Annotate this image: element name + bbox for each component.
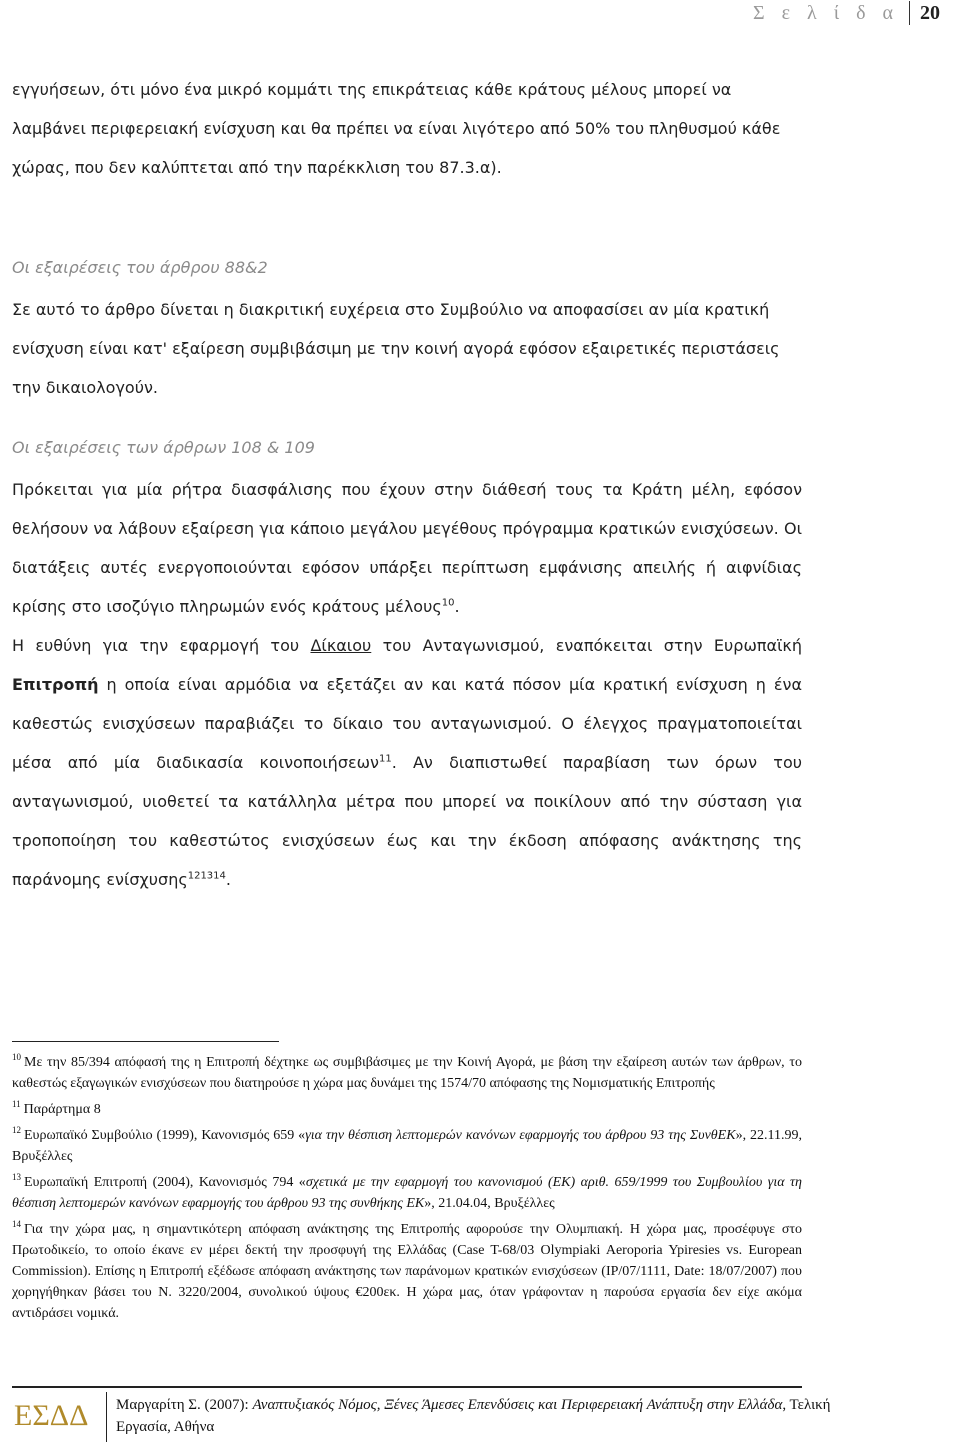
footnote-text: Ευρωπαϊκή Επιτροπή (2004), Κανονισμός 794 « [24,1175,306,1190]
paragraph-2: Σε αυτό το άρθρο δίνεται η διακριτική ευχέρεια στο Συμβούλιο να αποφασίσει αν μία κρατική ενίσχυση είναι κατ' εξαίρεση συμβιβάσιμη με την κοινή αγορά εφόσον εξαιρετικές περιστάσεις την δικαιολογούν. [12,300,780,397]
page-label: Σ ε λ ί δ α [752,1,899,24]
footnote-ref-10[interactable]: 10 [441,597,455,609]
footer-logo: ΕΣΔΔ [14,1399,89,1432]
footnote-italic: για την θέσπιση λεπτομερών κανόνων εφαρμογής του άρθρου 93 της ΣυνθΕΚ [305,1128,736,1143]
footer-author: Μαργαρίτη Σ. (2007): [116,1397,253,1413]
paragraph-4-text-a: Η ευθύνη για την εφαρμογή του [12,636,311,655]
footer-divider [106,1392,107,1442]
paragraph-4-text-b: του Ανταγωνισμού, εναπόκειται στην Ευρωπαϊκή [371,636,803,655]
footnote-text: Με την 85/394 απόφασή της η Επιτροπή δέχτηκε ως συμβιβάσιμες με την Κοινή Αγορά, με βάση την εξαίρεση αυτών των άρθρων, το καθεστώς εξαγωγικών ενισχύσεων που διατηρούσε η χώρα μας δυνάμει της 1574/70 απόφασης της Νομισματικής Επιτροπής [12,1055,802,1091]
footnote-10 [12,1047,802,1094]
paragraph-article-108 [12,470,802,899]
footnote-13 [12,1167,802,1214]
footnote-text: Για την χώρα μας, η σημαντικότερη απόφαση ανάκτησης της Επιτροπής αφορούσε την Ολυμπιακή. Η χώρα μας, προσέφυγε στο Πρωτοδικείο, το οποίο έκανε εν μέρει δεκτή την προσφυγή της Ελλάδας (Case T-68/03 Olympiaki Aeroporia Ypiresies vs. European Commission). Επίσης η Επιτροπή εξέδωσε απόφαση ανάκτησης των παράνομων κρατικών ενισχύσεων (IP/07/1111, Date: 18/07/2007) που χορηγήθηκαν βάσει του Ν. 3220/2004, συνολικού ύψους €200εκ. Η χώρα μας, όταν γράφονταν η παρούσα εργασία δεν είχε ακόμα αντιδράσει νομικά. [12,1222,802,1321]
footnotes [12,1047,802,1324]
paragraph-4 [12,626,802,899]
footnote-text-end: », 22.11.99, Βρυξέλλες [12,1128,802,1164]
paragraph-4-end: . [225,870,231,889]
paragraph-4-bold: Επιτροπή [12,675,99,694]
footnote-ref-12-13-14[interactable]: 121314 [187,870,226,882]
page-header [753,0,940,26]
footnote-number: 11 [12,1099,21,1109]
paragraph-continuation [12,70,802,187]
footnote-12 [12,1120,802,1167]
paragraph-article-88 [12,290,802,407]
footnote-11 [12,1094,802,1120]
paragraph-3-end: . [454,597,460,616]
paragraph-4-text-d: . Αν διαπιστωθεί παραβίαση των όρων του ανταγωνισμού, υιοθετεί τα κατάλληλα μέτρα που μπορεί να ποικίλουν από την σύσταση για τροποποίηση του καθεστώτος ενισχύσεων έως και την έκδοση απόφασης ανάκτησης της παράνομης ενίσχυσης [12,753,802,889]
page-number: 20 [920,1,940,24]
footer-details: , Τελική Εργασία, Αθήνα [116,1397,831,1435]
paragraph-3-text: Πρόκειται για μία ρήτρα διασφάλισης που έχουν στην διάθεσή τους τα Κράτη μέλη, εφόσον θελήσουν να λάβουν εξαίρεση για κάποιο μεγάλου μεγέθους πρόγραμμα κρατικών ενισχύσεων. Οι διατάξεις αυτές ενεργοποιούνται εφόσον υπάρξει περίπτωση εμφάνισης απειλής ή αιφνίδιας κρίσης στο ισοζύγιο πληρωμών ενός κράτους μέλους [12,480,802,616]
footnote-ref-11[interactable]: 11 [378,753,392,765]
paragraph-4-text-c: η οποία είναι αρμόδια να εξετάζει αν και κατά πόσον μία κρατική ενίσχυση η ένα καθεστώς ενισχύσεων παραβιάζει το δίκαιο του ανταγωνισμού. Ο έλεγχος πραγματοποιείται μέσα από μία διαδικασία κοινοποιήσεων [12,675,802,772]
footnote-text-end: », 21.04.04, Βρυξέλλες [424,1196,555,1211]
footnote-italic: σχετικά με την εφαρμογή του κανονισμού (ΕΚ) αριθ. 659/1999 του Συμβουλίου για τη θέσπιση λεπτομερών κανόνων εφαρμογής του άρθρου 93 της συνθήκης ΕΚ [12,1175,802,1211]
footer-rule [12,1386,802,1388]
footnote-number: 14 [12,1219,21,1229]
footnote-number: 12 [12,1125,21,1135]
paragraph-1: εγγυήσεων, ότι μόνο ένα μικρό κομμάτι της επικράτειας κάθε κράτους μέλους μπορεί να λαμβάνει περιφερειακή ενίσχυση και θα πρέπει να είναι λιγότερο από 50% του πληθυσμού κάθε χώρας, που δεν καλύπτεται από την παρέκκλιση του 87.3.α). [12,80,781,177]
footnote-14 [12,1214,802,1324]
section-heading-88: Οι εξαιρέσεις του άρθρου 88&2 [12,258,268,277]
footnote-text: Παράρτημα 8 [23,1102,101,1117]
footnote-number: 10 [12,1052,21,1062]
section-heading-108-109: Οι εξαιρέσεις των άρθρων 108 & 109 [12,438,315,457]
paragraph-4-underlined: Δίκαιου [310,636,372,655]
footnote-text: Ευρωπαϊκό Συμβούλιο (1999), Κανονισμός 659 « [24,1128,306,1143]
header-divider [909,1,910,25]
paragraph-3 [12,470,802,626]
footer-citation [116,1394,836,1438]
footer-title: Αναπτυξιακός Νόμος, Ξένες Άμεσες Επενδύσεις και Περιφερειακή Ανάπτυξη στην Ελλάδα [252,1397,783,1413]
footnote-separator [12,1041,279,1042]
footnote-number: 13 [12,1172,21,1182]
